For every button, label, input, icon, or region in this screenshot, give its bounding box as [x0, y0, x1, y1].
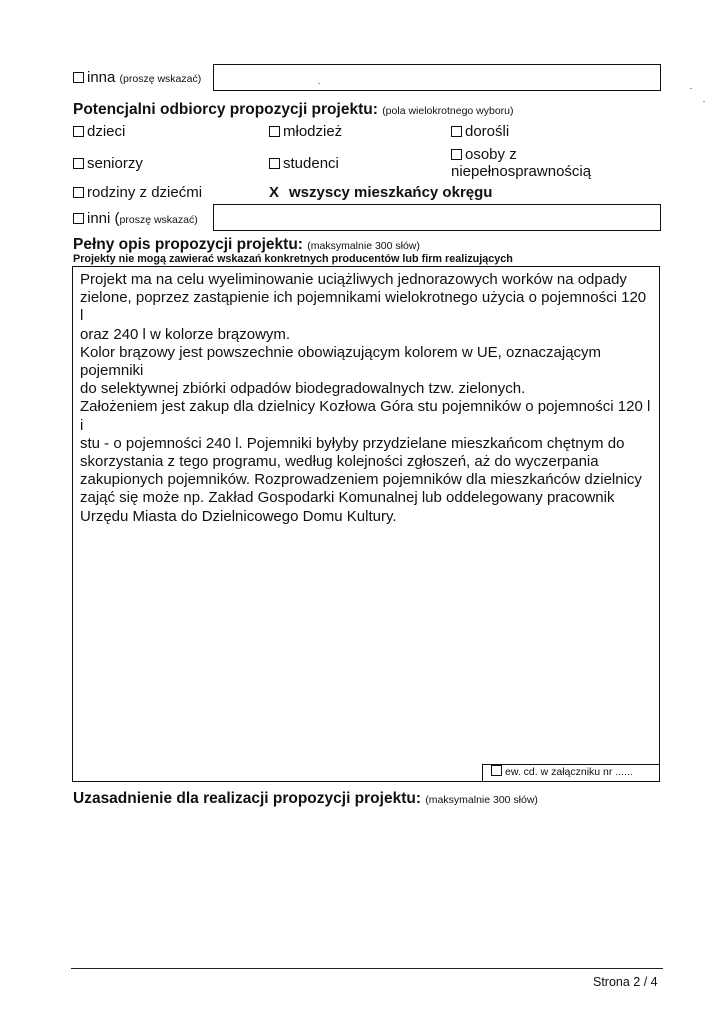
recipient-label: młodzież	[283, 123, 343, 140]
recipient-option-students[interactable]	[269, 155, 339, 172]
footer-divider	[71, 968, 663, 969]
other-type-input[interactable]	[213, 64, 661, 91]
other-type-hint: (proszę wskazać)	[119, 73, 202, 85]
recipient-option-youth[interactable]	[269, 123, 342, 140]
recipient-label: osoby z	[465, 146, 517, 163]
recipient-other-row	[73, 210, 198, 227]
recipient-checkbox[interactable]	[73, 158, 84, 169]
recipient-option-children[interactable]	[73, 123, 125, 140]
recipient-other-paren: (	[114, 210, 120, 227]
recipient-x-mark: X	[269, 184, 280, 201]
justification-heading-row	[73, 790, 538, 808]
scan-speck	[690, 88, 692, 89]
other-type-checkbox[interactable]	[73, 72, 84, 83]
attachment-box	[482, 764, 660, 782]
description-textarea[interactable]	[72, 266, 660, 782]
other-type-row	[73, 69, 201, 86]
recipient-label: wszyscy mieszkańcy okręgu	[289, 184, 493, 201]
description-note: Projekty nie mogą zawierać wskazań konkretnych producentów lub firm realizujących	[73, 253, 513, 265]
justification-heading: Uzasadnienie dla realizacji propozycji projektu:	[73, 790, 421, 807]
recipient-checkbox[interactable]	[73, 126, 84, 137]
recipient-option-seniors[interactable]	[73, 155, 143, 172]
recipient-checkbox[interactable]	[451, 126, 462, 137]
recipient-checkbox[interactable]	[73, 187, 84, 198]
description-heading: Pełny opis propozycji projektu:	[73, 236, 303, 253]
recipient-checkbox[interactable]	[451, 149, 462, 160]
recipient-option-all-residents[interactable]	[269, 184, 492, 201]
recipient-label: dorośli	[465, 123, 510, 140]
recipient-label: seniorzy	[87, 155, 143, 172]
recipient-label: rodziny z dziećmi	[87, 184, 203, 201]
recipients-hint: (pola wielokrotnego wyboru)	[382, 105, 514, 117]
page-number: Strona 2 / 4	[593, 975, 658, 989]
recipient-label: studenci	[283, 155, 339, 172]
recipient-option-families[interactable]	[73, 184, 202, 201]
recipient-other-checkbox[interactable]	[73, 213, 84, 224]
recipient-other-hint: proszę wskazać)	[119, 214, 198, 226]
recipients-heading-row	[73, 101, 514, 119]
description-text: Projekt ma na celu wyeliminowanie uciążliwych jednorazowych worków na odpady zielone, poprzez zastąpienie ich pojemnikami wielokrotnego użycia o pojemności 120 l oraz 240 l w kolorze brązowym. Kolor brązowy jest powszechnie obowiązującym kolorem w UE, oznaczającym pojemniki do selektywnej zbiórki odpadów biodegradowalnych tzw. zielonych. Założeniem jest zakup dla dzielnicy Kozłowa Góra stu pojemników o pojemności 120 l i stu - o pojemności 240 l. Pojemniki byłyby przydzielane mieszkańcom chętnym do skorzystania z tego programu, według kolejności zgłoszeń, aż do wyczerpania zakupionych pojemników. Rozprowadzeniem pojemników dla mieszkańców dzielnicy zająć się może np. Zakład Gospodarki Komunalnej lub oddelegowany pracownik Urzędu Miasta do Dzielnicowego Domu Kultury.	[80, 271, 651, 525]
attachment-label: ew. cd. w załączniku nr ......	[505, 766, 633, 778]
recipients-heading: Potencjalni odbiorcy propozycji projektu:	[73, 101, 378, 118]
attachment-checkbox[interactable]	[491, 765, 502, 776]
scan-speck	[703, 101, 705, 102]
recipient-other-input[interactable]	[213, 204, 661, 231]
recipient-other-label: inni	[87, 210, 111, 227]
description-heading-row	[73, 236, 420, 254]
recipient-label-line2: niepełnosprawnością	[451, 163, 592, 180]
recipient-checkbox[interactable]	[269, 158, 280, 169]
recipient-option-disabled[interactable]	[451, 146, 591, 180]
description-hint: (maksymalnie 300 słów)	[307, 240, 420, 252]
recipient-option-adults[interactable]	[451, 123, 509, 140]
other-type-label: inna	[87, 69, 116, 86]
justification-hint: (maksymalnie 300 słów)	[425, 794, 538, 806]
recipient-checkbox[interactable]	[269, 126, 280, 137]
recipient-label: dzieci	[87, 123, 126, 140]
